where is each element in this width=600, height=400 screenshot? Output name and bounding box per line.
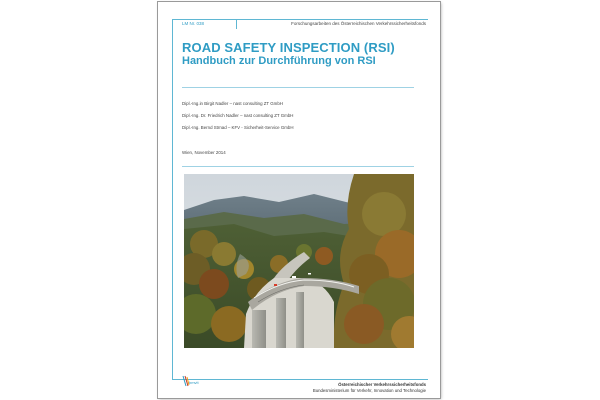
document-cover — [158, 2, 440, 398]
logo-text: bmvit — [189, 380, 199, 385]
bmvit-logo — [182, 374, 204, 388]
author-list — [182, 101, 294, 137]
publisher-name: Österreichischer Verkehrssicherheitsfonds — [338, 382, 426, 387]
header-divider — [236, 19, 237, 29]
author-item: Dipl.-Ing. Bernd Strnad – KFV - Sicherheit-Service GmbH — [182, 125, 294, 130]
series-name: Forschungsarbeiten des Österreichischen Verkehrssicherheitsfonds — [291, 21, 426, 26]
cover-frame-top — [172, 19, 428, 20]
cover-photo-highway-bridge — [184, 174, 414, 348]
cover-frame-bottom — [172, 379, 428, 380]
author-item: Dipl.-Ing.in Birgit Nadler – nast consulting ZT GmbH — [182, 101, 283, 106]
ministry-name: Bundesministerium für Verkehr, Innovation und Technologie — [312, 387, 426, 393]
publisher-block — [313, 382, 426, 393]
photo-divider — [182, 166, 414, 167]
author-item: Dipl.-Ing. Dr. Friedrich Nadler – nast consulting ZT GmbH — [182, 113, 294, 118]
publication-date: Wien, November 2014 — [182, 150, 226, 155]
document-title: ROAD SAFETY INSPECTION (RSI) — [182, 40, 395, 55]
series-number: LM Nr. 038 — [182, 21, 205, 26]
document-subtitle: Handbuch zur Durchführung von RSI — [182, 55, 376, 67]
cover-frame-left — [172, 19, 173, 379]
title-divider — [182, 87, 414, 88]
